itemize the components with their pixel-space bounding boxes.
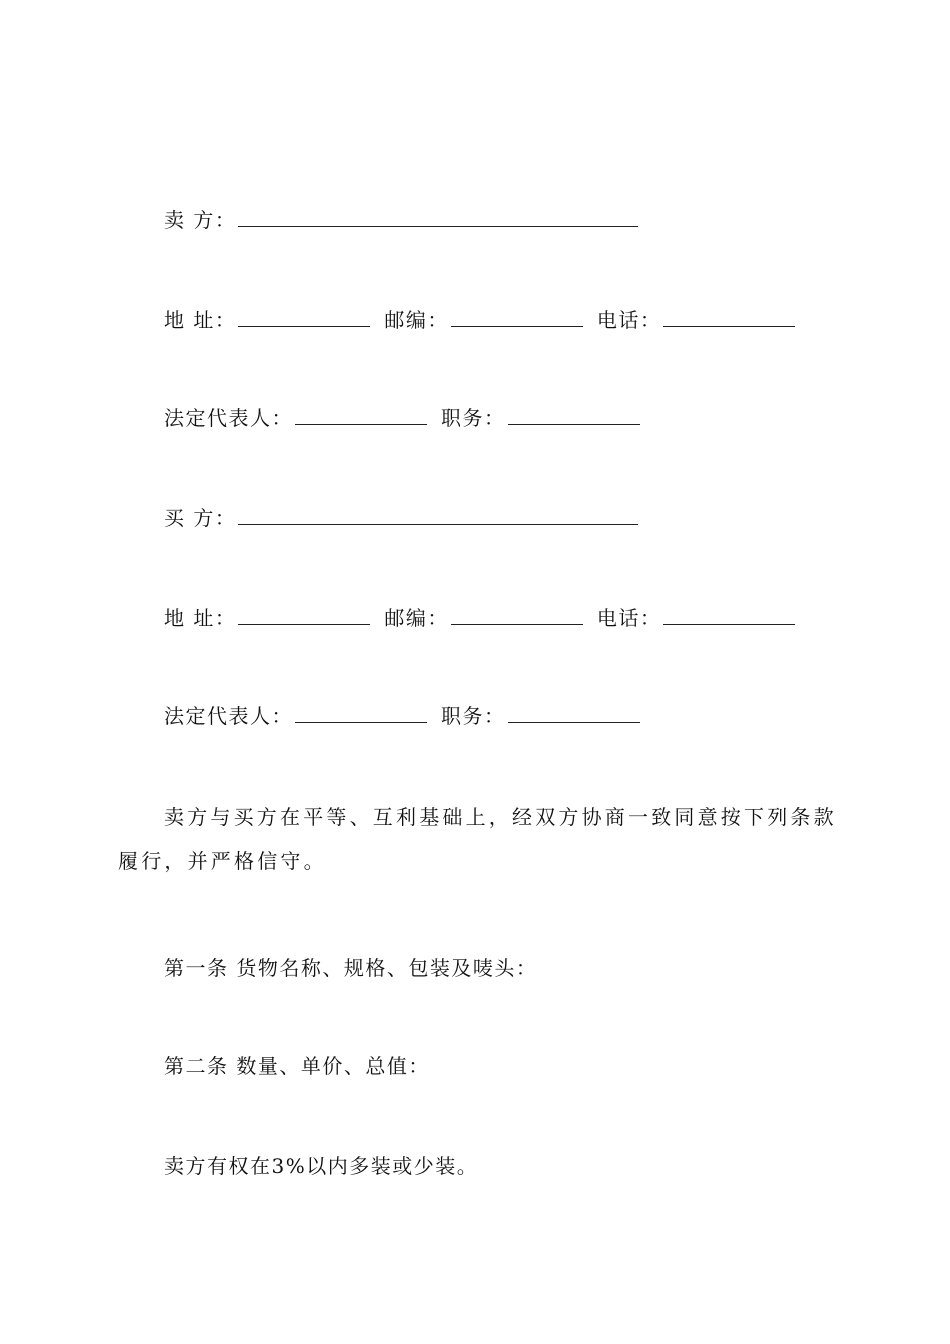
buyer-phone-label: 电话： xyxy=(596,606,662,630)
seller-postcode-blank[interactable] xyxy=(451,306,583,327)
seller-position-label: 职务： xyxy=(441,406,506,430)
seller-address-label: 地 址： xyxy=(164,308,237,332)
article-2-heading: 第二条 数量、单价、总值： xyxy=(164,1054,430,1078)
seller-phone-blank[interactable] xyxy=(663,306,795,327)
buyer-postcode-label: 邮编： xyxy=(384,606,449,630)
seller-phone-label: 电话： xyxy=(596,308,662,332)
seller-party-label: 卖 方： xyxy=(164,208,237,232)
buyer-legal-rep-row xyxy=(164,700,654,732)
seller-party-row xyxy=(164,204,652,236)
quantity-tolerance-note: 卖方有权在3%以内多装或少装。 xyxy=(164,1154,479,1178)
seller-party-blank[interactable] xyxy=(238,206,638,227)
seller-address-blank[interactable] xyxy=(238,306,370,327)
buyer-party-row xyxy=(164,502,652,534)
seller-legal-rep-blank[interactable] xyxy=(295,404,427,425)
buyer-address-blank[interactable] xyxy=(238,604,370,625)
buyer-position-blank[interactable] xyxy=(508,702,640,723)
buyer-position-label: 职务： xyxy=(441,704,506,728)
intro-paragraph: 卖方与买方在平等、互利基础上，经双方协商一致同意按下列条款履行，并严格信守。 xyxy=(118,805,837,873)
buyer-address-row xyxy=(164,602,809,634)
buyer-party-blank[interactable] xyxy=(238,504,638,525)
seller-legal-rep-row xyxy=(164,402,654,434)
seller-position-blank[interactable] xyxy=(508,404,640,425)
buyer-legal-rep-blank[interactable] xyxy=(295,702,427,723)
seller-legal-rep-label: 法定代表人： xyxy=(164,406,293,430)
buyer-postcode-blank[interactable] xyxy=(451,604,583,625)
seller-postcode-label: 邮编： xyxy=(384,308,449,332)
article-1-heading: 第一条 货物名称、规格、包装及唛头： xyxy=(164,956,538,980)
buyer-phone-blank[interactable] xyxy=(663,604,795,625)
seller-address-row xyxy=(164,304,809,336)
buyer-party-label: 买 方： xyxy=(164,506,237,530)
buyer-legal-rep-label: 法定代表人： xyxy=(164,704,293,728)
buyer-address-label: 地 址： xyxy=(164,606,237,630)
